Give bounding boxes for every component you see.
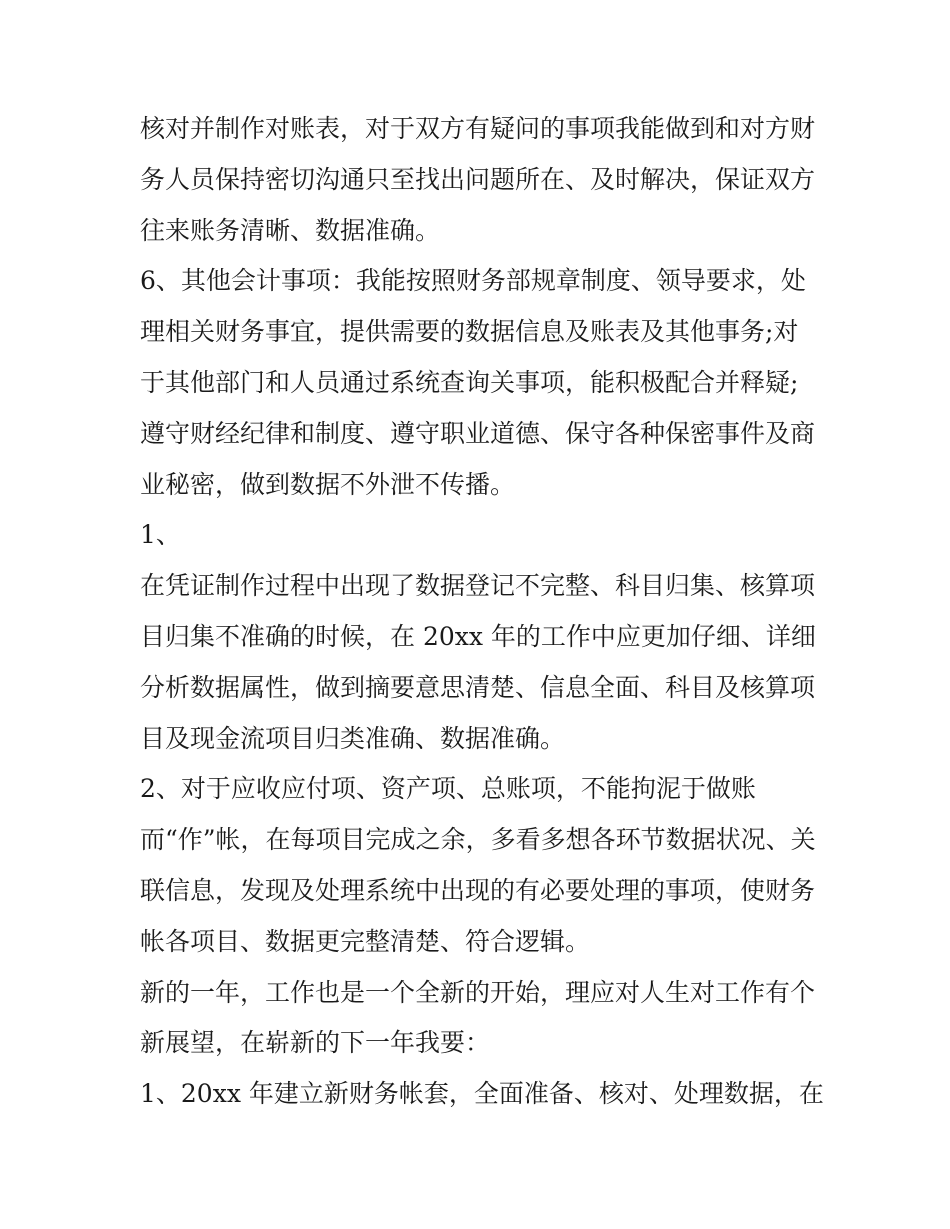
text-line: 1、20xx 年建立新财务帐套，全面准备、核对、处理数据，在 bbox=[140, 1079, 824, 1109]
text-line: 1、 bbox=[140, 520, 181, 550]
text-line: 联信息，发现及处理系统中出现的有必要处理的事项，使财务 bbox=[140, 875, 816, 905]
text-line: 务人员保持密切沟通只至找出问题所在、及时解决，保证双方 bbox=[140, 164, 816, 194]
text-line: 而“作”帐，在每项目完成之余，多看多想各环节数据状况、关 bbox=[140, 825, 816, 855]
text-line: 2、对于应收应付项、资产项、总账项，不能拘泥于做账 bbox=[140, 774, 756, 804]
text-line: 目及现金流项目归类准确、数据准确。 bbox=[140, 723, 566, 753]
text-line: 核对并制作对账表，对于双方有疑问的事项我能做到和对方财 bbox=[140, 114, 816, 143]
text-line: 业秘密，做到数据不外泄不传播。 bbox=[140, 469, 516, 499]
text-line: 目归集不准确的时候，在 20xx 年的工作中应更加仔细、详细 bbox=[140, 621, 816, 651]
text-line: 在凭证制作过程中出现了数据登记不完整、科目归集、核算项 bbox=[140, 571, 816, 601]
text-line: 6、其他会计事项：我能按照财务部规章制度、领导要求，处 bbox=[140, 266, 806, 296]
text-line: 往来账务清晰、数据准确。 bbox=[140, 215, 441, 245]
text-line: 理相关财务事宜，提供需要的数据信息及账表及其他事务;对 bbox=[140, 317, 799, 347]
text-line: 新展望，在崭新的下一年我要： bbox=[140, 1028, 491, 1058]
text-line: 分析数据属性，做到摘要意思清楚、信息全面、科目及核算项 bbox=[140, 672, 816, 702]
text-line: 帐各项目、数据更完整清楚、符合逻辑。 bbox=[140, 926, 591, 956]
text-line: 于其他部门和人员通过系统查询关事项，能积极配合并释疑; bbox=[140, 367, 799, 397]
document-body bbox=[140, 104, 824, 1120]
text-line: 新的一年，工作也是一个全新的开始，理应对人生对工作有个 bbox=[140, 977, 816, 1007]
text-line: 遵守财经纪律和制度、遵守职业道德、保守各种保密事件及商 bbox=[140, 418, 816, 448]
